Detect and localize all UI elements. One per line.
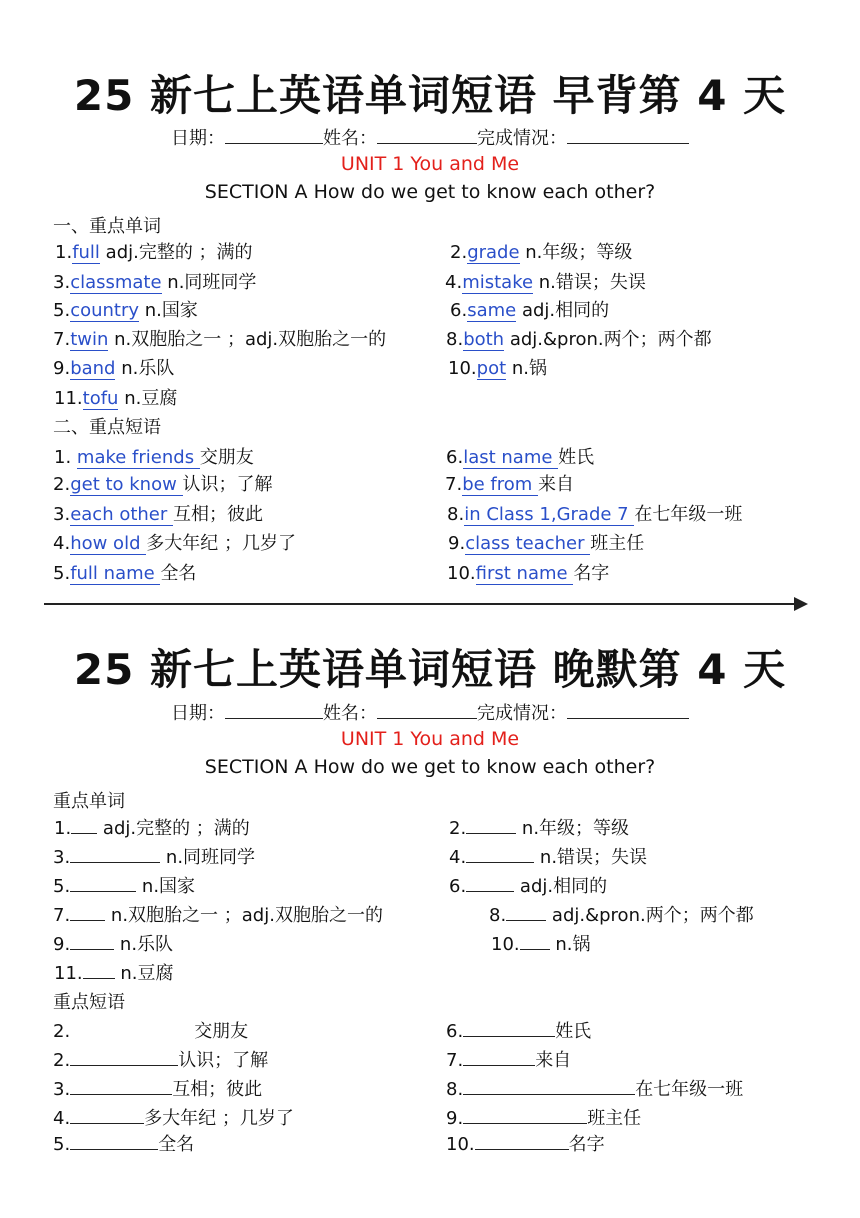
evening-word-2: 2. n.年级；等级: [449, 814, 629, 840]
evening-section-title: SECTION A How do we get to know each other?: [204, 756, 656, 778]
answer-blank[interactable]: [520, 931, 550, 950]
answer-blank[interactable]: [466, 873, 514, 892]
name-label: 姓名：: [323, 128, 377, 149]
answer-word: country: [70, 300, 140, 321]
status-label: 完成情况：: [477, 128, 567, 149]
morning-word-3: 3.classmate n.同班同学: [53, 272, 257, 293]
evening-meta-line: [0, 699, 860, 725]
evening-unit-title: UNIT 1 You and Me: [340, 728, 520, 750]
evening-phrase-10: 10. 名字: [446, 1130, 605, 1156]
name-blank[interactable]: [377, 125, 477, 144]
evening-phrase-7: 7. 来自: [446, 1046, 571, 1072]
answer-blank[interactable]: [463, 1076, 635, 1095]
answer-blank[interactable]: [70, 1047, 178, 1066]
morning-word-4: 4.mistake n.错误；失误: [445, 272, 646, 293]
status-label: 完成情况：: [477, 703, 567, 724]
evening-word-7: 7. n.双胞胎之一 ；adj.双胞胎之一的: [53, 901, 383, 927]
morning-section-title: SECTION A How do we get to know each other?: [204, 181, 656, 203]
answer-phrase: in Class 1,Grade 7: [464, 504, 635, 525]
name-blank[interactable]: [377, 700, 477, 719]
answer-phrase: first name: [475, 563, 574, 584]
answer-word: pot: [476, 358, 507, 379]
date-label: 日期：: [171, 128, 225, 149]
morning-phrase-7: 7.be from 来自: [445, 474, 575, 495]
morning-phrase-10: 10.first name 名字: [447, 563, 610, 584]
answer-blank[interactable]: [70, 902, 105, 921]
date-label: 日期：: [171, 703, 225, 724]
answer-blank[interactable]: [463, 1105, 587, 1124]
answer-word: classmate: [70, 272, 162, 293]
evening-word-10: 10. n.锅: [491, 930, 591, 956]
answer-blank[interactable]: [463, 1047, 535, 1066]
morning-phrase-1: 1. make friends 交朋友: [54, 447, 254, 468]
date-blank[interactable]: [225, 700, 323, 719]
answer-blank[interactable]: [466, 844, 534, 863]
answer-blank[interactable]: [70, 931, 114, 950]
evening-phrase-3: 3. 互相；彼此: [53, 1075, 262, 1101]
answer-blank[interactable]: [71, 815, 97, 834]
answer-phrase: last name: [463, 447, 559, 468]
answer-word: same: [467, 300, 517, 321]
answer-blank[interactable]: [70, 1105, 144, 1124]
evening-word-3: 3. n.同班同学: [53, 843, 255, 869]
answer-phrase: how old: [70, 533, 147, 554]
morning-word-11: 11.tofu n.豆腐: [54, 388, 178, 409]
answer-word: mistake: [462, 272, 534, 293]
evening-word-4: 4. n.错误；失误: [449, 843, 647, 869]
morning-phrase-3: 3.each other 互相；彼此: [53, 504, 263, 525]
answer-blank[interactable]: [83, 960, 115, 979]
morning-phrase-6: 6.last name 姓氏: [446, 447, 595, 468]
morning-phrase-9: 9.class teacher 班主任: [448, 533, 645, 554]
morning-word-2: 2.grade n.年级；等级: [450, 242, 633, 263]
morning-word-1: 1.full adj.完整的 ；满的: [55, 242, 253, 263]
evening-phrase-1: 2. 交朋友: [53, 1021, 249, 1042]
morning-words-heading: 一、重点单词: [53, 216, 161, 237]
answer-word: both: [463, 329, 505, 350]
answer-word: tofu: [82, 388, 119, 409]
answer-blank[interactable]: [463, 1018, 555, 1037]
status-blank[interactable]: [567, 125, 689, 144]
answer-phrase: make friends: [76, 447, 200, 468]
arrow-right-icon: [794, 597, 808, 611]
answer-phrase: be from: [462, 474, 539, 495]
morning-phrases-heading: 二、重点短语: [53, 417, 161, 438]
evening-phrase-2: 2. 认识；了解: [53, 1046, 268, 1072]
morning-phrase-2: 2.get to know 认识；了解: [53, 474, 273, 495]
morning-title: 25 新七上英语单词短语 早背第 4 天: [73, 71, 787, 120]
date-blank[interactable]: [225, 125, 323, 144]
morning-word-8: 8.both adj.&pron.两个；两个都: [446, 329, 712, 350]
answer-blank[interactable]: [466, 815, 516, 834]
answer-blank[interactable]: [506, 902, 546, 921]
answer-phrase: full name: [70, 563, 161, 584]
answer-blank[interactable]: [70, 1131, 158, 1150]
answer-word: twin: [70, 329, 109, 350]
evening-word-8: 8. adj.&pron.两个；两个都: [489, 901, 754, 927]
morning-phrase-4: 4.how old 多大年纪 ；几岁了: [53, 533, 296, 554]
answer-word: full: [72, 242, 100, 263]
evening-word-11: 11. n.豆腐: [54, 959, 174, 985]
evening-phrase-9: 9. 班主任: [446, 1104, 641, 1130]
evening-phrases-heading: 重点短语: [53, 992, 125, 1013]
evening-word-6: 6. adj.相同的: [449, 872, 607, 898]
morning-word-10: 10.pot n.锅: [448, 358, 547, 379]
evening-phrase-4: 4. 多大年纪 ；几岁了: [53, 1104, 294, 1130]
evening-word-1: 1. adj.完整的 ；满的: [54, 814, 250, 840]
answer-phrase: class teacher: [465, 533, 591, 554]
evening-phrase-6: 6. 姓氏: [446, 1017, 591, 1043]
answer-blank[interactable]: [475, 1131, 569, 1150]
morning-word-9: 9.band n.乐队: [53, 358, 175, 379]
evening-words-heading: 重点单词: [53, 791, 125, 812]
answer-blank[interactable]: [70, 1076, 172, 1095]
morning-word-6: 6.same adj.相同的: [450, 300, 610, 321]
morning-meta-line: [0, 124, 860, 150]
evening-word-9: 9. n.乐队: [53, 930, 173, 956]
name-label: 姓名：: [323, 703, 377, 724]
morning-phrase-8: 8.in Class 1,Grade 7 在七年级一班: [447, 504, 743, 525]
evening-phrase-5: 5. 全名: [53, 1130, 194, 1156]
answer-blank[interactable]: [70, 873, 136, 892]
evening-word-5: 5. n.国家: [53, 872, 195, 898]
answer-phrase: each other: [70, 504, 173, 525]
evening-phrase-8: 8. 在七年级一班: [446, 1075, 743, 1101]
morning-unit-title: UNIT 1 You and Me: [340, 153, 520, 175]
answer-word: grade: [467, 242, 520, 263]
morning-word-7: 7.twin n.双胞胎之一 ；adj.双胞胎之一的: [53, 329, 387, 350]
evening-title: 25 新七上英语单词短语 晚默第 4 天: [73, 645, 787, 694]
answer-blank[interactable]: [70, 844, 160, 863]
morning-phrase-5: 5.full name 全名: [53, 563, 197, 584]
divider-line: [44, 603, 796, 605]
answer-word: band: [70, 358, 116, 379]
status-blank[interactable]: [567, 700, 689, 719]
morning-word-5: 5.country n.国家: [53, 300, 198, 321]
answer-phrase: get to know: [70, 474, 183, 495]
